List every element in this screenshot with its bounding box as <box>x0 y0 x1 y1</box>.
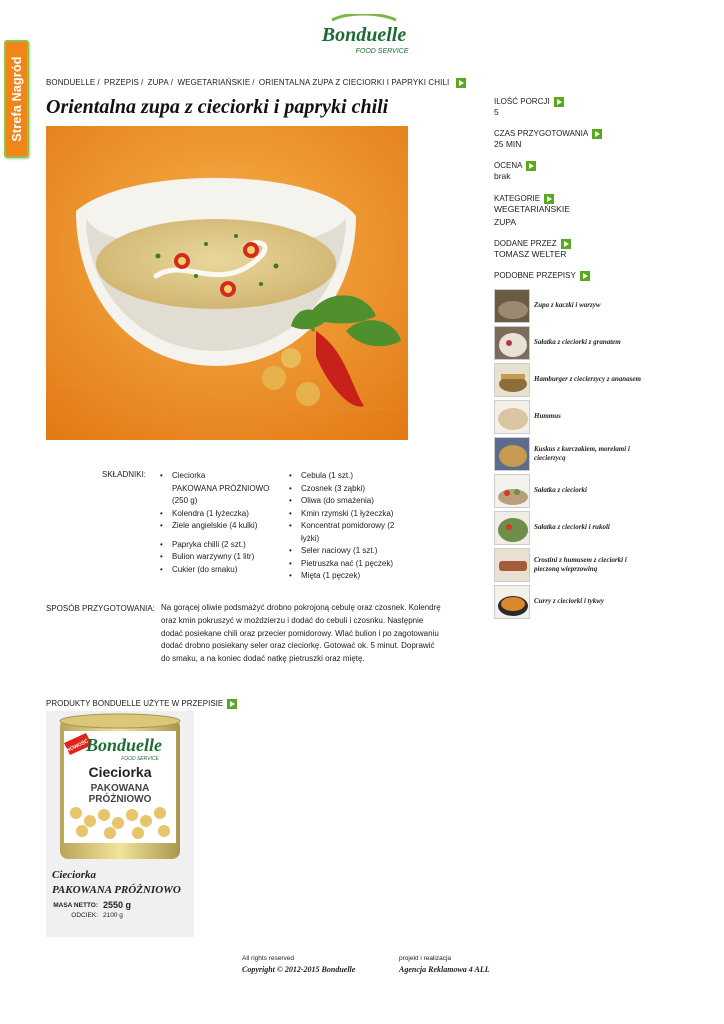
footer-project-label: projekt i realizacja <box>399 955 452 962</box>
similar-recipe-item[interactable] <box>494 546 644 583</box>
similar-recipe-name[interactable]: Curry z cieciorki i tykwy <box>534 597 604 605</box>
can-logo-sub: FOOD SERVICE <box>121 756 159 762</box>
page-title: Orientalna zupa z cieciorki i papryki chili <box>46 96 389 118</box>
similar-recipe-thumbnail[interactable] <box>494 437 530 471</box>
breadcrumb-item-wegetarianskie[interactable]: WEGETARIAŃSKIE <box>177 78 251 88</box>
logo-subtitle: FOOD SERVICE <box>355 48 409 55</box>
product-can-image[interactable] <box>56 713 184 865</box>
prep-time-info <box>494 128 602 150</box>
ingredient-item: (250 g) <box>172 496 198 505</box>
similar-recipes-arrow-icon[interactable] <box>580 271 590 281</box>
similar-recipe-item[interactable] <box>494 509 644 546</box>
breadcrumb-item-bonduelle[interactable]: BONDUELLE <box>46 78 96 88</box>
net-weight-label: MASA NETTO: <box>53 902 98 909</box>
ingredient-item: • Mięta (1 pęczek) <box>289 570 409 583</box>
rating-info <box>494 160 536 182</box>
similar-recipe-item[interactable] <box>494 324 644 361</box>
prep-time-label: CZAS PRZYGOTOWANIA <box>494 129 589 138</box>
ingredient-item: • Cukier (do smaku) <box>160 564 285 577</box>
method-label: SPOSÓB PRZYGOTOWANIA: <box>46 604 155 613</box>
rating-label: OCENA <box>494 161 523 170</box>
similar-recipe-name[interactable]: Sałatka z cieciorki <box>534 486 587 494</box>
can-logo: Bonduelle <box>85 735 163 755</box>
breadcrumb-item-przepis[interactable]: PRZEPIS <box>104 78 139 88</box>
similar-recipe-name[interactable]: Hamburger z ciecierzycy z ananasem <box>534 375 641 383</box>
breadcrumb-item-current: ORIENTALNA ZUPA Z CIECIORKI I PAPRYKI CHILI <box>258 78 450 88</box>
footer-rights: All rights reserved <box>242 955 295 962</box>
similar-recipes-heading <box>494 270 590 281</box>
categories-info <box>494 193 570 228</box>
breadcrumb-arrow-icon[interactable] <box>456 78 466 88</box>
can-subtitle-2: PRÓŻNIOWO <box>88 794 152 805</box>
drained-weight-label: ODCIEK: <box>71 912 98 919</box>
similar-recipes-list <box>494 287 644 620</box>
similar-recipe-thumbnail[interactable] <box>494 400 530 434</box>
prep-time-value: 25 MIN <box>494 139 522 149</box>
added-by-arrow-icon[interactable] <box>561 239 571 249</box>
ingredient-item: • Kolendra (1 łyżeczka) <box>160 508 285 521</box>
similar-recipe-item[interactable] <box>494 435 644 472</box>
can-new-badge: NOWOŚĆ <box>65 738 90 754</box>
category-link-wegetarianskie[interactable]: WEGETARIAŃSKIE <box>494 204 570 214</box>
similar-recipe-name[interactable]: Hummus <box>534 412 561 420</box>
ingredient-item: • Bulion warzywny (1 litr) <box>160 551 285 564</box>
similar-recipes-label: PODOBNE PRZEPISY <box>494 271 576 280</box>
rewards-zone-tab[interactable] <box>4 40 29 158</box>
similar-recipe-name[interactable]: Kuskus z kurczakiem, morelami i ciecierzycą <box>534 444 630 462</box>
ingredient-item: • Cieciorka <box>160 470 285 483</box>
rewards-zone-label: Strefa Nagród <box>9 56 24 142</box>
similar-recipe-thumbnail[interactable] <box>494 289 530 323</box>
similar-recipe-thumbnail[interactable] <box>494 585 530 619</box>
portions-info <box>494 96 564 118</box>
similar-recipe-item[interactable] <box>494 361 644 398</box>
added-by-label: DODANE PRZEZ <box>494 239 557 248</box>
breadcrumb: BONDUELLE / PRZEPIS / ZUPA / WEGETARIAŃSKIE / ORIENTALNA ZUPA Z CIECIORKI I PAPRYKI CHILI <box>46 78 466 88</box>
similar-recipe-item[interactable] <box>494 472 644 509</box>
footer-copyright: Copyright © 2012-2015 Bonduelle <box>242 965 356 974</box>
similar-recipe-name[interactable]: Zupa z kaczki i warzyw <box>534 301 601 309</box>
similar-recipe-thumbnail[interactable] <box>494 511 530 545</box>
similar-recipe-item[interactable] <box>494 287 644 324</box>
similar-recipe-thumbnail[interactable] <box>494 474 530 508</box>
similar-recipe-thumbnail[interactable] <box>494 548 530 582</box>
footer-agency-link[interactable]: Agencja Reklamowa 4 ALL <box>399 965 490 974</box>
portions-label: ILOŚĆ PORCJI <box>494 97 550 106</box>
ingredient-item: • Koncentrat pomidorowy (2 <box>289 520 409 533</box>
ingredient-item: • Papryka chilli (2 szt.) <box>160 539 285 552</box>
recipe-photo <box>46 126 408 440</box>
product-name-line-2: PAKOWANA PRÓŻNIOWO <box>52 884 181 896</box>
logo-leaf-arc <box>332 14 396 20</box>
product-name[interactable] <box>52 868 181 898</box>
rating-arrow-icon[interactable] <box>526 161 536 171</box>
prep-time-arrow-icon[interactable] <box>592 129 602 139</box>
products-used-arrow-icon[interactable] <box>227 699 237 709</box>
product-card[interactable] <box>46 711 194 937</box>
ingredient-item: PAKOWANA PRÓŻNIOWO <box>172 483 270 493</box>
similar-recipe-thumbnail[interactable] <box>494 326 530 360</box>
similar-recipe-item[interactable] <box>494 583 644 620</box>
ingredient-item: • Ziele angielskie (4 kulki) <box>160 520 285 533</box>
categories-arrow-icon[interactable] <box>544 194 554 204</box>
similar-recipe-name[interactable]: Sałatka z cieciorki z granatem <box>534 338 621 346</box>
portions-arrow-icon[interactable] <box>554 97 564 107</box>
similar-recipe-name[interactable]: Sałatka z cieciorki i rukoli <box>534 523 610 531</box>
logo-wordmark: Bonduelle <box>321 24 407 46</box>
similar-recipe-thumbnail[interactable] <box>494 363 530 397</box>
ingredient-item: • Czosnek (3 ząbki) <box>289 483 409 496</box>
drained-weight-value: 2100 g <box>103 912 123 919</box>
can-title: Cieciorka <box>88 764 152 780</box>
product-name-line-1: Cieciorka <box>52 869 96 881</box>
breadcrumb-item-zupa[interactable]: ZUPA <box>147 78 169 88</box>
portions-value: 5 <box>494 107 499 117</box>
ingredient-item: • Seler naciowy (1 szt.) <box>289 545 409 558</box>
ingredients-label: SKŁADNIKI: <box>102 470 147 479</box>
products-used-heading <box>46 699 237 709</box>
ingredient-item: • Pietruszka nać (1 pęczek) <box>289 558 409 571</box>
method-text: Na gorącej oliwie podsmażyć drobno pokrojoną cebulę oraz czosnek. Kolendrę oraz kmin pokruszyć w moździerzu i dodać do cebuli i czosnku. Następnie dodać posiekane chili oraz przecier pomidorowy. Wlać bulion i po zagotowaniu dodać drobno posiekany seler oraz cieciorkę. Gotować ok. 5 minut. Doprawić do smaku, a na koniec dodać natkę pietruszki oraz miętę. <box>161 603 441 664</box>
ingredient-item: • Oliwa (do smażenia) <box>289 495 409 508</box>
ingredients-list-right <box>289 470 409 583</box>
similar-recipe-item[interactable] <box>494 398 644 435</box>
net-weight-value: 2550 g <box>103 900 132 910</box>
added-by-value: TOMASZ WELTER <box>494 249 567 259</box>
category-link-zupa[interactable]: ZUPA <box>494 217 517 227</box>
can-subtitle-1: PAKOWANA <box>90 783 150 794</box>
ingredient-item: łyżki) <box>301 533 320 543</box>
rating-value: brak <box>494 171 511 181</box>
bonduelle-logo[interactable] <box>318 14 410 58</box>
products-used-label: PRODUKTY BONDUELLE UŻYTE W PRZEPISIE <box>46 699 224 709</box>
ingredient-item: • Cebula (1 szt.) <box>289 470 409 483</box>
similar-recipe-name[interactable]: Crostini z humusem z cieciorki i pieczoną wieprzowiną <box>534 555 627 573</box>
ingredient-item: • Kmin rzymski (1 łyżeczka) <box>289 508 409 521</box>
ingredients-list-left <box>160 470 285 576</box>
categories-label: KATEGORIE <box>494 194 541 203</box>
added-by-info <box>494 238 571 260</box>
